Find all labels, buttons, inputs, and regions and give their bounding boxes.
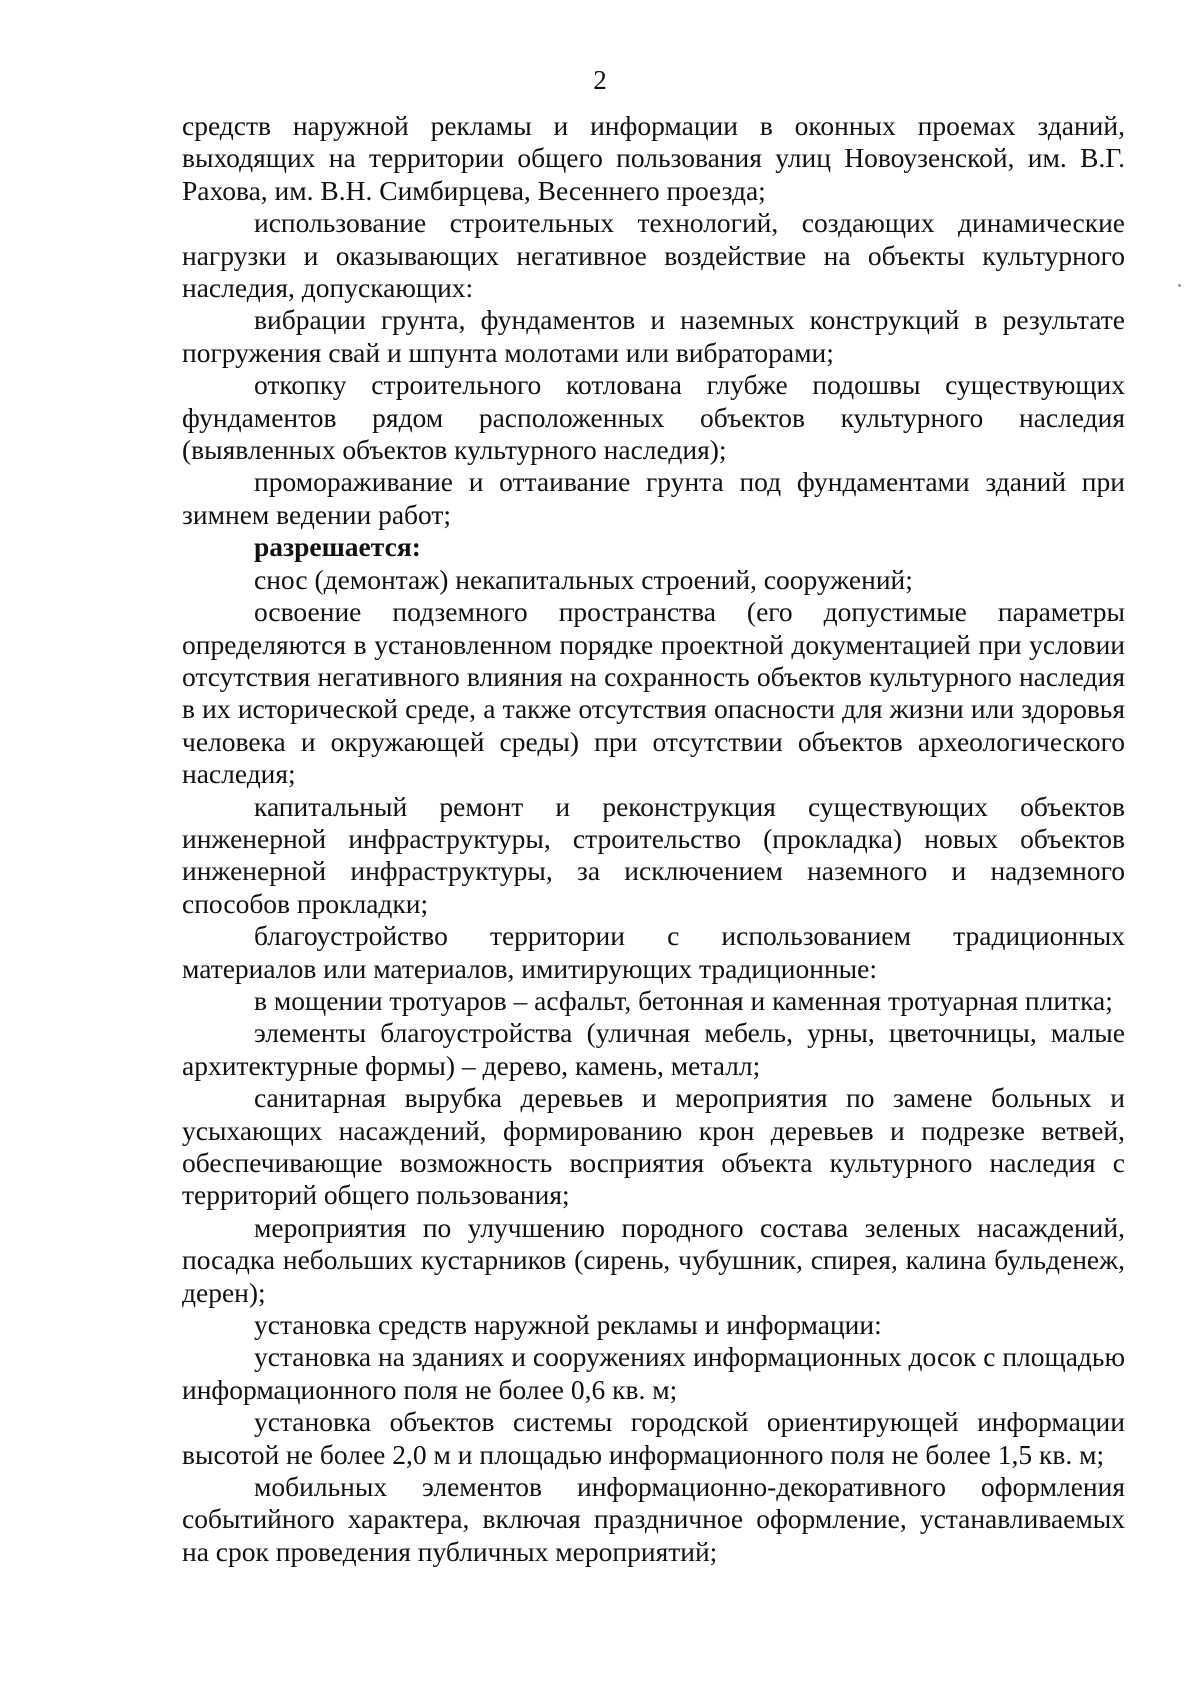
paragraph-advertising-installation: установка средств наружной рекламы и информации: — [254, 1309, 882, 1341]
paragraph-demolition: снос (демонтаж) некапитальных строений, сооружений; — [254, 563, 913, 595]
paragraph-orientation-system: установка объектов системы городской ориентирующей информации высотой не более 2,0 м и площадью информационного поля не более 1,5 кв. м; — [182, 1406, 1125, 1470]
paragraph-infrastructure-repair: капитальный ремонт и реконструкция существующих объектов инженерной инфраструктуры, строительство (прокладка) новых объектов инженерной инфраструктуры, за исключением наземного и надземного способов прокладки; — [182, 790, 1125, 919]
document-body — [182, 110, 1125, 1568]
paragraph-information-boards: установка на зданиях и сооружениях информационных досок с площадью информационного поля не более 0,6 кв. м; — [182, 1341, 1125, 1405]
paragraph-construction-technologies: использование строительных технологий, создающих динамические нагрузки и оказывающих негативное воздействие на объекты культурного наследия, допускающих: — [182, 207, 1125, 304]
paragraph-underground-space: освоение подземного пространства (его допустимые параметры определяются в установленном порядке проектной документацией при условии отсутствия негативного влияния на сохранность объектов культурного наследия в их исторической среде, а также отсутствия опасности для жизни или здоровья человека и окружающей среды) при отсутствии объектов археологического наследия; — [182, 596, 1125, 790]
paragraph-continuation: средств наружной рекламы и информации в оконных проемах зданий, выходящих на территории общего пользования улиц Новоузенской, им. В.Г. Рахова, им. В.Н. Симбирцева, Весеннего проезда; — [182, 110, 1125, 206]
paragraph-soil-vibration: вибрации грунта, фундаментов и наземных конструкций в результате погружения свай и шпунта молотами или вибраторами; — [182, 304, 1125, 368]
paragraph-freezing-thawing: промораживание и оттаивание грунта под фундаментами зданий при зимнем ведении работ; — [182, 466, 1125, 530]
paragraph-landscape-elements: элементы благоустройства (уличная мебель, урны, цветочницы, малые архитектурные формы) – дерево, камень, металл; — [182, 1017, 1125, 1081]
paragraph-green-spaces: мероприятия по улучшению породного состава зеленых насаждений, посадка небольших кустарников (сирень, чубушник, спирея, калина бульденеж, дерен); — [182, 1211, 1125, 1308]
scan-speck — [1178, 284, 1181, 287]
paragraph-paving: в мощении тротуаров – асфальт, бетонная и каменная тротуарная плитка; — [254, 984, 1113, 1016]
page-number: 2 — [593, 65, 607, 95]
paragraph-landscaping: благоустройство территории с использованием традиционных материалов или материалов, имитирующих традиционные: — [182, 920, 1125, 984]
section-heading-allowed: разрешается: — [254, 531, 421, 563]
paragraph-mobile-elements: мобильных элементов информационно-декоративного оформления событийного характера, включая праздничное оформление, устанавливаемых на срок проведения публичных мероприятий; — [182, 1471, 1125, 1567]
paragraph-sanitary-felling: санитарная вырубка деревьев и мероприятия по замене больных и усыхающих насаждений, формированию крон деревьев и подрезке ветвей, обеспечивающие возможность восприятия объекта культурного наследия с территорий общего пользования; — [182, 1082, 1125, 1211]
paragraph-excavation: откопку строительного котлована глубже подошвы существующих фундаментов рядом расположенных объектов культурного наследия (выявленных объектов культурного наследия); — [182, 369, 1125, 466]
